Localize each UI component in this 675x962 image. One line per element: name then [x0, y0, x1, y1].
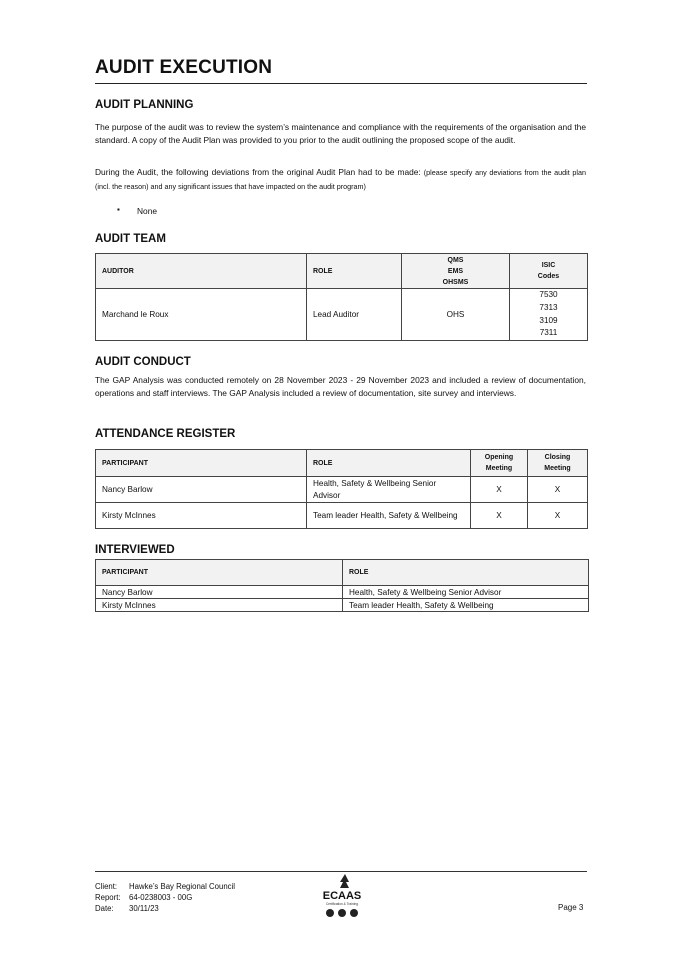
codes-label: Codes — [537, 273, 560, 280]
attendance-table — [95, 449, 588, 529]
isic-code: 7313 — [539, 302, 558, 312]
bullet-icon: ▪ — [117, 205, 120, 214]
ohsms-label: OHSMS — [442, 278, 469, 286]
participant-name: Kirsty McInnes — [96, 503, 307, 529]
opening-label: Opening — [484, 454, 514, 461]
interviewed-heading: INTERVIEWED — [95, 544, 175, 556]
isic-label: ISIC — [541, 262, 556, 269]
deviations-main: During the Audit, the following deviations from the original Audit Plan had to be made: — [95, 167, 424, 177]
participant-name: Nancy Barlow — [96, 586, 343, 599]
participant-role: Health, Safety & Wellbeing Senior Advisor — [307, 477, 471, 503]
role-header: ROLE — [307, 254, 402, 289]
auditor-standard: OHS — [402, 289, 510, 341]
isic-code: 3109 — [539, 315, 558, 325]
deviation-bullet-item: None — [137, 206, 158, 216]
standards-header — [402, 254, 510, 289]
deviations-note: (please specify any deviations from the audit plan (incl. the reason) and any significant issues that have impacted on the audit program) — [95, 168, 586, 191]
opening-header — [471, 450, 528, 477]
audit-team-heading: AUDIT TEAM — [95, 233, 166, 245]
table-row — [96, 477, 588, 503]
role-header: ROLE — [343, 560, 589, 586]
closing-mark: X — [528, 503, 588, 529]
page-title: AUDIT EXECUTION — [95, 57, 273, 78]
ecaas-logo — [316, 872, 368, 922]
closing-header — [528, 450, 588, 477]
table-row — [96, 586, 589, 599]
closing-mark: X — [528, 477, 588, 503]
table-header-row — [96, 254, 588, 289]
meeting-label: Meeting — [485, 465, 513, 472]
audit-conduct-heading: AUDIT CONDUCT — [95, 356, 191, 368]
role-header: ROLE — [307, 450, 471, 477]
participant-role: Team leader Health, Safety & Wellbeing — [307, 503, 471, 529]
participant-header: PARTICIPANT — [96, 560, 343, 586]
attendance-heading: ATTENDANCE REGISTER — [95, 428, 236, 440]
table-row — [96, 503, 588, 529]
footer-client: Client: Hawke’s Bay Regional Council — [95, 882, 236, 891]
isic-code: 7311 — [539, 328, 558, 338]
closing-label: Closing — [544, 454, 571, 461]
ems-label: EMS — [447, 267, 464, 275]
participant-header: PARTICIPANT — [96, 450, 307, 477]
auditor-name: Marchand le Roux — [96, 289, 307, 341]
audit-planning-heading: AUDIT PLANNING — [95, 99, 194, 111]
footer-report: Report: 64-0238003 - 00G — [95, 893, 193, 902]
audit-team-table — [95, 253, 588, 341]
table-header-row — [96, 450, 588, 477]
deviations-paragraph — [95, 166, 586, 193]
planning-paragraph: The purpose of the audit was to review the system’s maintenance and compliance with the requirements of the organisation and the standard. A copy of the Audit Plan was provided to you prior to the audit outlining the proposed scope of the audit. — [95, 122, 586, 145]
table-header-row — [96, 560, 589, 586]
isic-code: 7530 — [539, 290, 558, 299]
participant-name: Kirsty McInnes — [96, 599, 343, 612]
meeting-label: Meeting — [544, 465, 571, 472]
table-row — [96, 599, 589, 612]
auditor-role: Lead Auditor — [307, 289, 402, 341]
title-rule — [95, 83, 587, 84]
footer-date: Date: 30/11/23 — [95, 904, 159, 913]
footer-info — [95, 881, 235, 914]
participant-role: Health, Safety & Wellbeing Senior Advisor — [343, 586, 589, 599]
page-number: Page 3 — [558, 903, 584, 912]
isic-codes — [510, 289, 588, 341]
interviewed-table — [95, 559, 589, 612]
participant-role: Team leader Health, Safety & Wellbeing — [343, 599, 589, 612]
isic-header — [510, 254, 588, 289]
logo-subtitle: Certification & Training — [325, 902, 359, 906]
participant-name: Nancy Barlow — [96, 477, 307, 503]
opening-mark: X — [471, 477, 528, 503]
table-row — [96, 289, 588, 341]
conduct-paragraph: The GAP Analysis was conducted remotely on 28 November 2023 - 29 November 2023 and included a review of documentation, operations and staff interviews. The GAP Analysis included a review of documentation, site survey and interviews. — [95, 375, 586, 398]
logo-wordmark: ECAAS — [322, 890, 362, 902]
opening-mark: X — [471, 503, 528, 529]
auditor-header: AUDITOR — [96, 254, 307, 289]
qms-label: QMS — [447, 256, 464, 264]
